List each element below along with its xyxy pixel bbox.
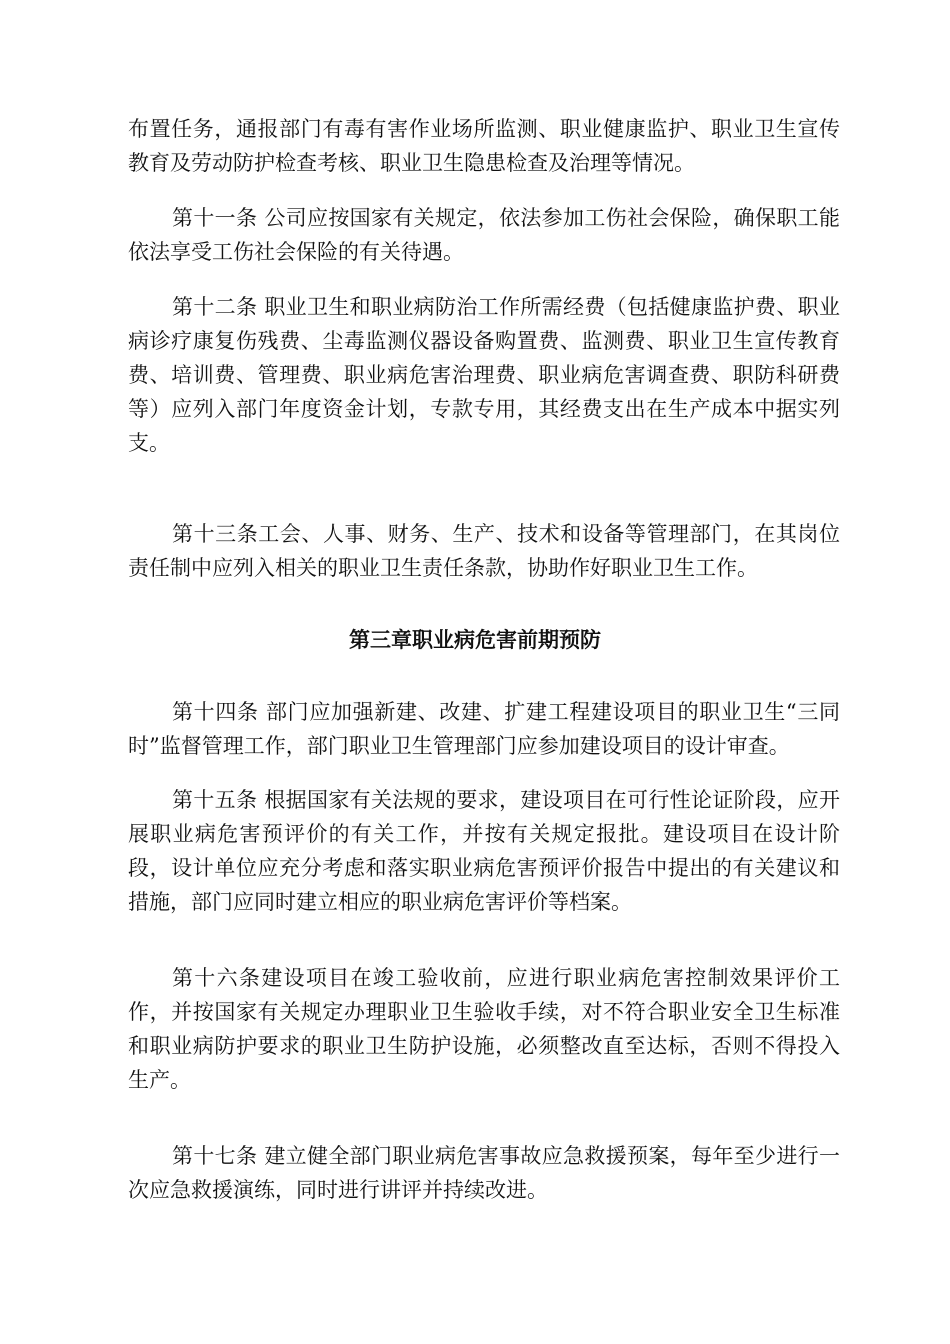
paragraph-article-15: 第十五条 根据国家有关法规的要求，建设项目在可行性论证阶段，应开展职业病危害预评价的有关工作，并按有关规定报批。建设项目在设计阶段，设计单位应充分考虑和落实职业病危害预评价报告中提出的有关建议和措施，部门应同时建立相应的职业病危害评价等档案。 bbox=[128, 788, 840, 914]
paragraph-article-16: 第十六条建设项目在竣工验收前，应进行职业病危害控制效果评价工作，并按国家有关规定办理职业卫生验收手续，对不符合职业安全卫生标准和职业病防护要求的职业卫生防护设施，必须整改直至达标，否则不得投入生产。 bbox=[128, 966, 840, 1092]
paragraph-article-17: 第十七条 建立健全部门职业病危害事故应急救援预案，每年至少进行一次应急救援演练，同时进行讲评并持续改进。 bbox=[128, 1144, 840, 1202]
paragraph-article-14: 第十四条 部门应加强新建、改建、扩建工程建设项目的职业卫生“三同时”监督管理工作，部门职业卫生管理部门应参加建设项目的设计审查。 bbox=[128, 700, 840, 758]
paragraph-continuation: 布置任务，通报部门有毒有害作业场所监测、职业健康监护、职业卫生宣传教育及劳动防护检查考核、职业卫生隐患检查及治理等情况。 bbox=[128, 117, 840, 175]
paragraph-article-11: 第十一条 公司应按国家有关规定，依法参加工伤社会保险，确保职工能依法享受工伤社会保险的有关待遇。 bbox=[128, 206, 840, 264]
paragraph-article-12: 第十二条 职业卫生和职业病防治工作所需经费（包括健康监护费、职业病诊疗康复伤残费、尘毒监测仪器设备购置费、监测费、职业卫生宣传教育费、培训费、管理费、职业病危害治理费、职业病危害调查费、职防科研费等）应列入部门年度资金计划，专款专用，其经费支出在生产成本中据实列支。 bbox=[128, 295, 840, 455]
chapter-heading: 第三章职业病危害前期预防 bbox=[349, 627, 601, 652]
paragraph-article-13: 第十三条工会、人事、财务、生产、技术和设备等管理部门，在其岗位责任制中应列入相关的职业卫生责任条款，协助作好职业卫生工作。 bbox=[128, 522, 840, 580]
